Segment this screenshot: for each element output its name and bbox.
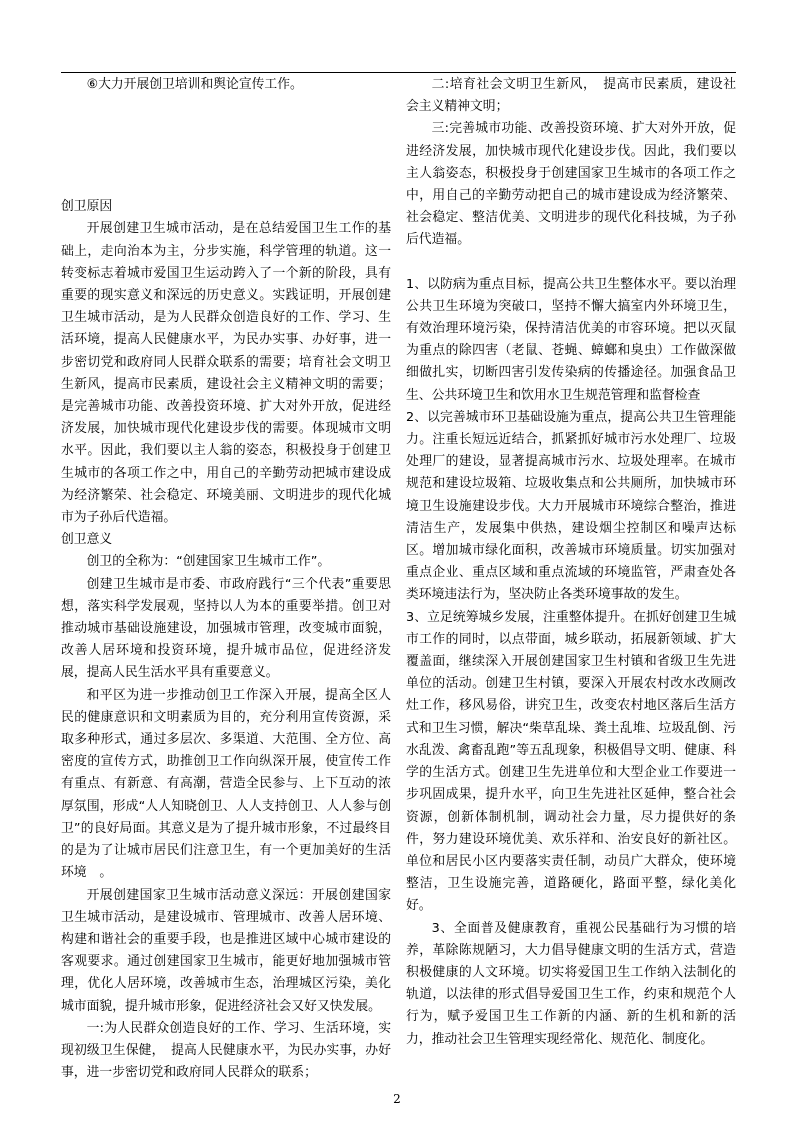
paragraph-meaning-2: 创建卫生城市是市委、市政府践行“三个代表”重要思想，落实科学发展观，坚持以人为本的重要举措。创卫对推动城市基础设施建设，加强城市管理，改变城市面貌，改善人居环境和投资环境，提升城市品位，促进经济发展，提高人民生活水平具有重要意义。 (61, 576, 391, 681)
heading-meaning: 创卫意义 (61, 532, 113, 548)
paragraph-item-2: 2、以完善城市环卫基础设施为重点，提高公共卫生管理能力。注重长短远近结合，抓紧抓好城市污水处理厂、垃圾处理厂的建设，显著提高城市污水、垃圾处理率。在城市规范和建设垃圾箱、垃圾收集点和公共厕所，加快城市环境卫生设施建设步伐。大力开展城市环境综合整治，推进清洁生产，发展集中供热，建设烟尘控制区和噪声达标区。增加城市绿化面积，改善城市环境质量。切实加强对重点企业、重点区域和重点流域的环境监管，严肃查处各类环境违法行为，坚决防止各类环境事故的发生。 (406, 409, 736, 603)
blank-space (406, 252, 736, 274)
paragraph-meaning-4: 开展创建国家卫生城市活动意义深远：开展创建国家卫生城市活动，是建设城市、管理城市、改善人居环境、构建和谐社会的重要手段，也是推进区域中心城市建设的客观要求。通过创建国家卫生城市，能更好地加强城市管理，优化人居环境，改善城市生态，治理城区污染，美化城市面貌，提升城市形象，促进经济社会又好又快发展。 (61, 887, 391, 1014)
paragraph-meaning-5: 一:为人民群众创造良好的工作、学习、生活环境，实现初级卫生保健， 提高人民健康水平，为民办实事，办好事，进一步密切党和政府同人民群众的联系； (61, 1020, 391, 1081)
heading-reason: 创卫原因 (61, 199, 113, 215)
paragraph-point-3: 三:完善城市功能、改善投资环境、扩大对外开放，促进经济发展，加快城市现代化建设步伐。因此，我们要以主人翁姿态，积极投身于创建国家卫生城市的各项工作之中，用自己的辛勤劳动把自己的城市建设成为经济繁荣、社会稳定、整洁优美、文明进步的现代化科技城，为子孙后代造福。 (406, 121, 736, 248)
paragraph-meaning-1: 创卫的全称为：“创建国家卫生城市工作”。 (86, 554, 331, 570)
page-number: 2 (393, 1092, 401, 1106)
paragraph-item-1: 1、以防病为重点目标，提高公共卫生整体水平。要以治理公共卫生环境为突破口，坚持不懈大搞室内外环境卫生，有效治理环境污染，保持清洁优美的市容环境。把以灭鼠为重点的除四害（老鼠、苍蝇、蟑螂和臭虫）工作做深做细做扎实，切断四害引发传染病的传播途径。加强食品卫生、公共环境卫生和饮用水卫生规范管理和监督检查 (406, 276, 736, 403)
paragraph-point-2: 二:培育社会文明卫生新风， 提高市民素质，建设社会主义精神文明； (406, 77, 736, 115)
blank-space (61, 96, 391, 196)
intro-line: ⑥大力开展创卫培训和舆论宣传工作。 (86, 77, 303, 92)
paragraph-reason: 开展创建卫生城市活动，是在总结爱国卫生工作的基础上，走向治本为主，分步实施，科学管理的轨道。这一转变标志着城市爱国卫生运动跨入了一个新的阶段，具有重要的现实意义和深远的历史意义。实践证明，开展创建卫生城市活动，是为人民群众创造良好的工作、学习、生活环境，提高人民健康水平，为民办实事、办好事，进一步密切党和政府同人民群众联系的需要；培育社会文明卫生新风，提高市民素质，建设社会主义精神文明的需要；是完善城市功能、改善投资环境、扩大对外开放，促进经济发展，加快城市现代化建设步伐的需要。体现城市文明水平。因此，我们要以主人翁的姿态，积极投身于创建卫生城市的各项工作之中，用自己的辛勤劳动把城市建设成为经济繁荣、社会稳定、环境美丽、文明进步的现代化城市为子孙后代造福。 (61, 221, 391, 526)
right-column (406, 74, 736, 1051)
header-rule (61, 72, 736, 73)
paragraph-item-4: 3、全面普及健康教育，重视公民基础行为习惯的培养，革除陈规陋习，大力倡导健康文明的生活方式，营造积极健康的人文环境。切实将爱国卫生工作纳入法制化的轨道，以法律的形式倡导爱国卫生工作，约束和规范个人行为，赋予爱国卫生工作新的内涵、新的生机和新的活力，推动社会卫生管理实现经常化、规范化、制度化。 (406, 920, 736, 1047)
paragraph-item-3: 3、立足统筹城乡发展，注重整体提升。在抓好创建卫生城市工作的同时，以点带面，城乡联动，拓展新领域、扩大覆盖面，继续深入开展创建国家卫生村镇和省级卫生先进单位的活动。创建卫生村镇，要深入开展农村改水改厕改灶工作，移风易俗，讲究卫生，改变农村地区落后生活方式和卫生习惯，解决“柴草乱垛、粪土乱堆、垃圾乱倒、污水乱泼、禽畜乱跑”等五乱现象，积极倡导文明、健康、科学的生活方式。创建卫生先进单位和大型企业工作要进一步巩固成果，提升水平，向卫生先进社区延伸，整合社会资源，创新体制机制，调动社会力量，尽力提供好的条件，努力建设环境优美、欢乐祥和、治安良好的新社区。单位和居民小区内要落实责任制，动员广大群众，使环境整洁，卫生设施完善，道路硬化，路面平整，绿化美化好。 (406, 609, 736, 914)
left-column (61, 74, 391, 1084)
paragraph-meaning-3: 和平区为进一步推动创卫工作深入开展，提高全区人民的健康意识和文明素质为目的，充分利用宣传资源，采取多种形式，通过多层次、多渠道、大范围、全方位、高密度的宣传方式，助推创卫工作向纵深开展，使宣传工作有重点、有新意、有高潮，营造全民参与、上下互动的浓厚氛围，形成“人人知晓创卫、人人支持创卫、人人参与创卫”的良好局面。其意义是为了提升城市形象，不过最终目的是为了让城市居民们注意卫生，有一个更加美好的生活环境 。 (61, 687, 391, 881)
